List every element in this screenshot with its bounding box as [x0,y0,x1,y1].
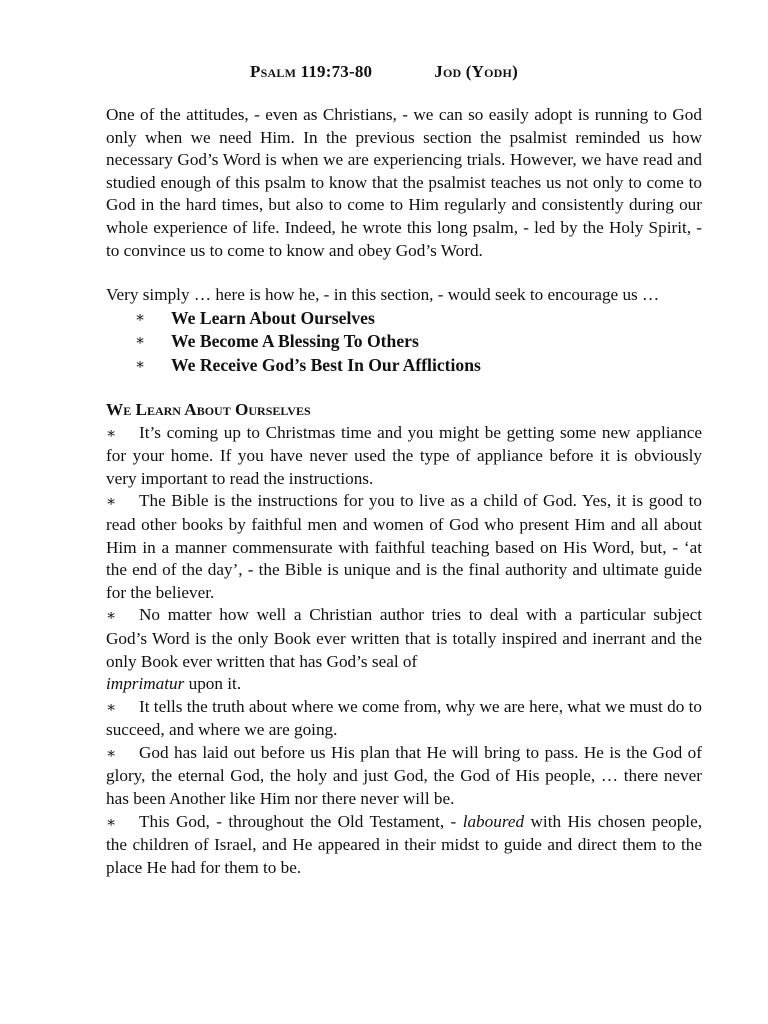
point-italic-term: imprimatur [106,674,185,694]
bullet-star-icon: ∗ [135,333,146,350]
bullet-star-icon: ∗ [106,745,117,762]
section-point [106,742,702,811]
outline-list [135,307,702,377]
bullet-star-icon: ∗ [106,608,117,625]
outline-item-text: We Receive God’s Best In Our Afflictions [171,354,481,375]
section-point [106,422,702,491]
document-body [106,104,702,879]
point-italic-term: laboured [462,811,525,831]
section-heading: We Learn About Ourselves [106,399,311,419]
page-title [0,62,768,82]
paragraph-gap [106,377,702,399]
outline-item [135,354,702,377]
section-name: Jod (Yodh) [434,62,518,81]
bullet-star-icon: ∗ [106,494,117,511]
section-point [106,490,702,604]
intro-paragraph-1: One of the attitudes, - even as Christians, - we can so easily adopt is running to God only when we need Him. In the previous section the psalmist reminded us how necessary God’s Word is when we are experiencing trials. However, we have read and studied enough of this psalm to know that the psalmist teaches us not only to come to God in the hard times, but also to come to Him regularly and consistently during our whole experience of life. Indeed, he wrote this long psalm, - led by the Holy Spirit, - to convince us to come to know and obey God’s Word. [106,105,702,260]
point-text: God has laid out before us His plan that He will bring to pass. He is the God of glory, the eternal God, the holy and just God, the God of His people, … there never has been Another like Him nor there never will be. [106,742,702,809]
outline-item-text: We Learn About Ourselves [171,307,375,328]
point-text: This God, - throughout the Old Testament, - [139,811,463,831]
section-point [106,811,702,880]
bullet-star-icon: ∗ [106,425,117,442]
bullet-star-icon: ∗ [106,699,117,716]
paragraph-gap [106,262,702,284]
point-text: No matter how well a Christian author tries to deal with a particular subject God’s Word is the only Book ever written that is totally inspired and inerrant and the only Book ever written that has God’s seal of [106,605,702,671]
intro-paragraph-2: Very simply … here is how he, - in this section, - would seek to encourage us … [106,285,660,305]
bullet-star-icon: ∗ [106,814,117,831]
point-text: It’s coming up to Christmas time and you might be getting some new appliance for your home. If you have never used the type of appliance before it is obviously very important to read the instructions. [106,422,702,488]
outline-item [135,307,702,330]
point-text-tail: upon it. [184,674,242,694]
outline-item-text: We Become A Blessing To Others [171,331,419,352]
bullet-star-icon: ∗ [135,309,146,326]
section-point [106,604,702,695]
point-text: The Bible is the instructions for you to live as a child of God. Yes, it is good to read other books by faithful men and women of God who present Him and all about Him in a manner commensurate with faithful teaching based on His Word, but, - ‘at the end of the day’, - the Bible is unique and is the final authority and ultimate guide for the believer. [106,491,702,602]
point-text-tail: with His chosen people, the children of Israel, and He appeared in their midst to guide and direct them to the place He had for them to be. [106,811,702,877]
point-text: It tells the truth about where we come from, why we are here, what we must do to succeed, and where we are going. [106,696,702,740]
psalm-reference: Psalm 119:73-80 [250,62,373,81]
outline-item [135,330,702,353]
bullet-star-icon: ∗ [135,356,146,373]
section-point [106,696,702,742]
